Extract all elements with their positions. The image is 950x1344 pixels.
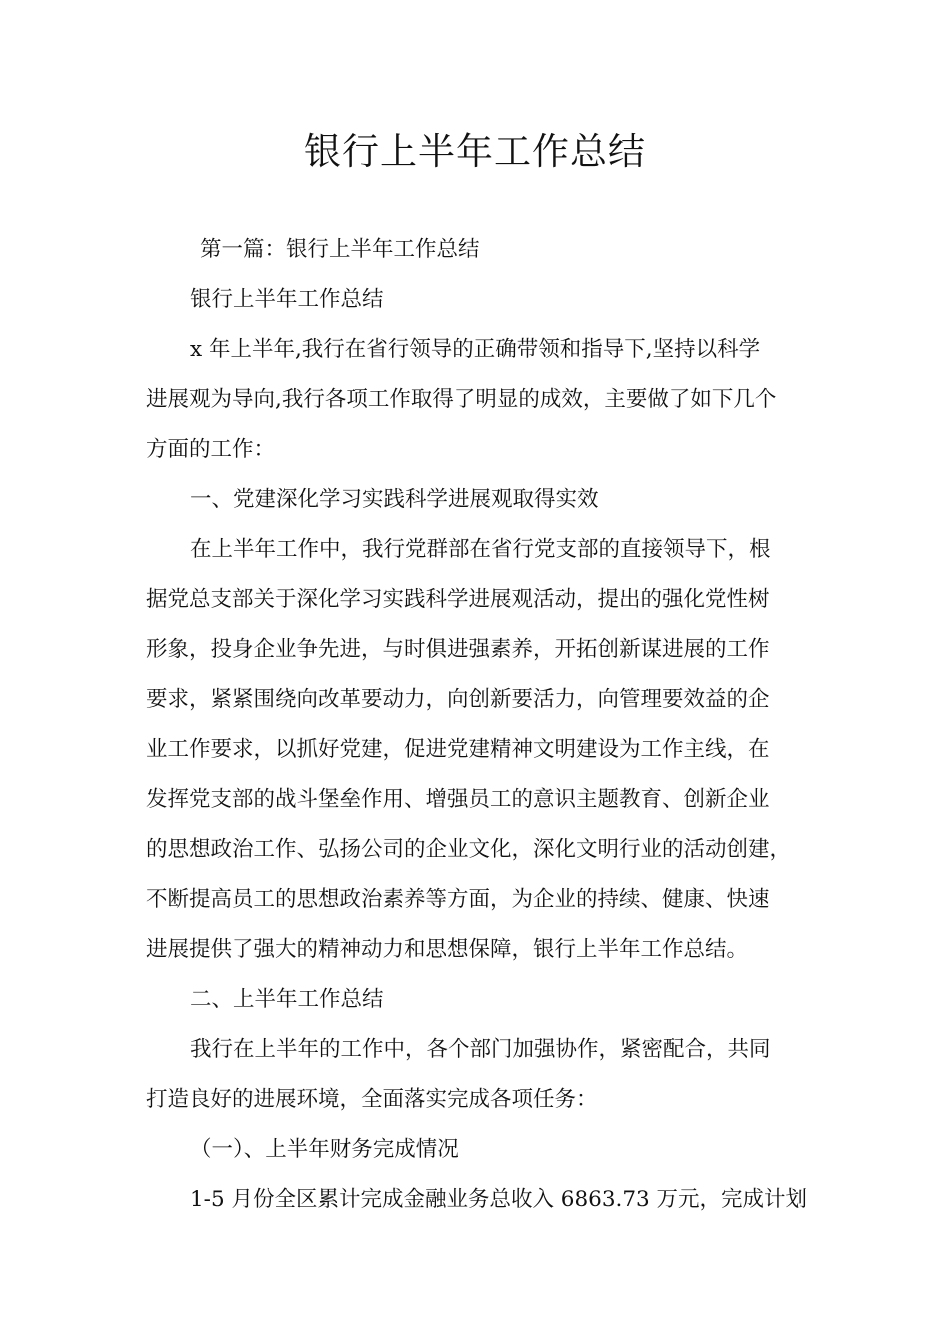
paragraph-line: 的思想政治工作、弘扬公司的企业文化，深化文明行业的活动创建， <box>146 837 792 862</box>
paragraph-line: 不断提高员工的思想政治素养等方面，为企业的持续、健康、快速 <box>146 887 770 912</box>
section-heading-part-one: 第一篇：银行上半年工作总结 <box>200 237 480 262</box>
paragraph-line: 要求，紧紧围绕向改革要动力，向创新要活力，向管理要效益的企 <box>146 687 770 712</box>
document-title: 银行上半年工作总结 <box>304 130 646 173</box>
paragraph-line: x 年上半年,我行在省行领导的正确带领和指导下,坚持以科学 <box>190 337 761 362</box>
paragraph-line: 在上半年工作中，我行党群部在省行党支部的直接领导下，根 <box>190 537 771 562</box>
paragraph-line: 进展观为导向,我行各项工作取得了明显的成效，主要做了如下几个 <box>146 387 777 412</box>
paragraph-line: 业工作要求，以抓好党建，促进党建精神文明建设为工作主线，在 <box>146 737 770 762</box>
paragraph-line: 进展提供了强大的精神动力和思想保障，银行上半年工作总结。 <box>146 937 749 962</box>
paragraph-line: 1-5 月份全区累计完成金融业务总收入 6863.73 万元，完成计划 <box>190 1187 808 1212</box>
subsection-heading: （一）、上半年财务完成情况 <box>190 1137 459 1162</box>
paragraph-line: 形象，投身企业争先进，与时俱进强素养，开拓创新谋进展的工作 <box>146 637 770 662</box>
section-heading-two: 二、上半年工作总结 <box>190 987 384 1012</box>
subtitle-line: 银行上半年工作总结 <box>190 287 384 312</box>
paragraph-line: 据党总支部关于深化学习实践科学进展观活动，提出的强化党性树 <box>146 587 770 612</box>
paragraph-line: 我行在上半年的工作中，各个部门加强协作，紧密配合，共同 <box>190 1037 771 1062</box>
section-heading-one: 一、党建深化学习实践科学进展观取得实效 <box>190 487 599 512</box>
paragraph-line: 打造良好的进展环境，全面落实完成各项任务： <box>146 1087 598 1112</box>
paragraph-line: 发挥党支部的战斗堡垒作用、增强员工的意识主题教育、创新企业 <box>146 787 770 812</box>
paragraph-line: 方面的工作： <box>146 437 276 462</box>
